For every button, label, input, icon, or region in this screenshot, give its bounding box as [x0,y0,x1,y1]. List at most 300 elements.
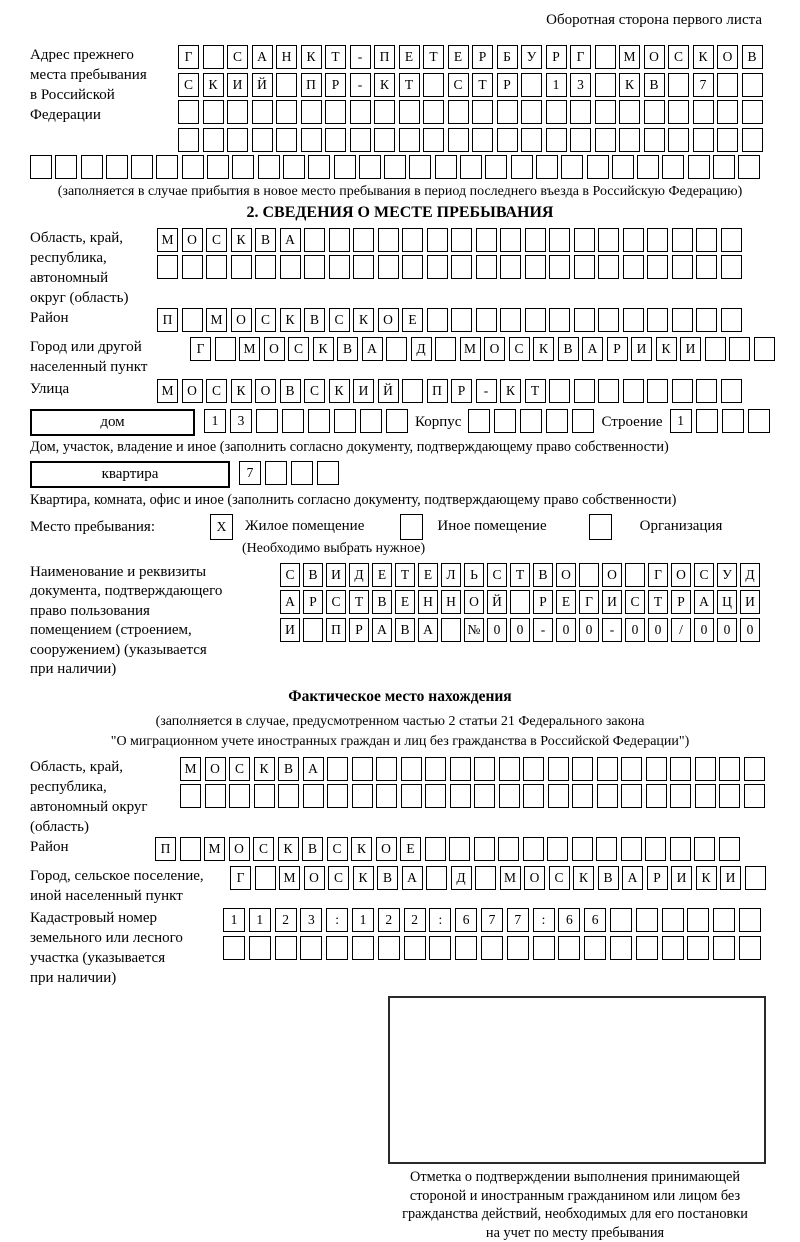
char-box: 1 [352,908,374,932]
char-box [595,100,616,124]
char-box [227,100,248,124]
stay-option-label-residential: Жилое помещение [245,518,365,534]
char-box: Т [472,73,493,97]
char-box: Р [325,73,346,97]
char-box [423,73,444,97]
char-box [549,255,570,279]
apartment-block [30,461,770,489]
char-box: Е [372,563,392,587]
char-box [499,757,520,781]
char-box [713,908,735,932]
char-box: К [353,866,374,890]
char-box: 0 [487,618,507,642]
char-box [472,128,493,152]
char-box [476,255,497,279]
char-box: Р [497,73,518,97]
char-box: 0 [740,618,760,642]
section2-title: 2. СВЕДЕНИЯ О МЕСТЕ ПРЕБЫВАНИЯ [246,203,554,221]
char-box [744,757,765,781]
char-box [427,228,448,252]
char-box [739,908,761,932]
char-box [55,155,77,179]
char-box [721,255,742,279]
char-box: И [720,866,741,890]
char-box [423,128,444,152]
char-box [229,784,250,808]
char-box [693,128,714,152]
char-box-row [223,936,761,960]
char-box [623,228,644,252]
document-block [30,563,770,680]
char-box-row [157,379,742,403]
char-box: О [644,45,665,69]
char-box [694,837,715,861]
char-box-row [157,308,742,332]
char-box: С [668,45,689,69]
char-box [131,155,153,179]
actual-location-title: Фактическое место нахождения [288,687,512,705]
char-box [301,128,322,152]
char-box: Е [448,45,469,69]
char-box: А [362,337,383,361]
char-box [579,563,599,587]
char-box [207,155,229,179]
char-box [283,155,305,179]
char-box: 2 [378,908,400,932]
char-box: С [229,757,250,781]
char-box [521,73,542,97]
char-box [481,936,503,960]
char-box [696,255,717,279]
char-box [693,100,714,124]
char-box: К [573,866,594,890]
char-box: Р [451,379,472,403]
char-box: В [337,337,358,361]
cadastral-block [30,908,770,988]
char-box: К [231,228,252,252]
char-box: И [740,590,760,614]
char-box [498,837,519,861]
char-box: С [227,45,248,69]
char-box [597,757,618,781]
stroenie-label: Строение [601,413,663,430]
char-box: К [231,379,252,403]
char-box: Н [276,45,297,69]
char-box: Т [395,563,415,587]
char-box [713,936,735,960]
char-box: М [500,866,521,890]
char-box [647,228,668,252]
char-box: П [301,73,322,97]
char-box [252,128,273,152]
char-box: О [376,837,397,861]
char-box [687,936,709,960]
char-box-row [178,73,763,97]
char-box: Е [400,837,421,861]
char-box [595,45,616,69]
char-box [623,308,644,332]
char-box [695,784,716,808]
char-box: 1 [204,409,226,433]
char-box: С [327,837,348,861]
char-box [334,409,356,433]
char-box: С [206,379,227,403]
char-box-row [157,255,742,279]
char-box: О [304,866,325,890]
char-box [672,308,693,332]
char-box: Й [487,590,507,614]
char-box [378,228,399,252]
char-box [376,757,397,781]
char-box: И [671,866,692,890]
char-box [619,100,640,124]
char-box: А [280,228,301,252]
char-box [507,936,529,960]
char-box: О [671,563,691,587]
char-box [668,128,689,152]
char-box: С [509,337,530,361]
char-box: М [204,837,225,861]
char-box-row [230,866,766,890]
char-box: Г [648,563,668,587]
char-box: В [742,45,763,69]
char-box [497,100,518,124]
actual-district-label: Район [30,838,69,855]
char-box [646,784,667,808]
char-box: М [180,757,201,781]
char-box [282,409,304,433]
char-box [621,757,642,781]
char-box: Г [190,337,211,361]
char-box [662,936,684,960]
char-box [670,784,691,808]
char-box [203,128,224,152]
char-box [450,784,471,808]
char-box [636,936,658,960]
char-box: И [326,563,346,587]
char-box [425,837,446,861]
char-box: В [302,837,323,861]
char-box [81,155,103,179]
char-box: 7 [239,461,261,485]
char-box: К [313,337,334,361]
char-box: В [644,73,665,97]
char-box: М [460,337,481,361]
char-box: Т [510,563,530,587]
char-box [574,228,595,252]
char-box [548,757,569,781]
char-box-row [204,409,408,433]
char-box: К [329,379,350,403]
char-box [521,128,542,152]
char-box [572,409,594,433]
char-box [485,155,507,179]
char-box: У [521,45,542,69]
char-box [598,379,619,403]
char-box-row [223,908,761,932]
char-box: А [582,337,603,361]
char-box [738,155,760,179]
char-box [255,866,276,890]
char-box [360,409,382,433]
char-box-row-full [30,155,770,179]
char-box [598,228,619,252]
char-box [621,837,642,861]
char-box [476,308,497,332]
char-box [223,936,245,960]
char-box: К [619,73,640,97]
char-box [425,757,446,781]
char-box [249,936,271,960]
char-box: 7 [507,908,529,932]
char-box: Г [230,866,251,890]
house-block [30,409,770,437]
char-box [525,255,546,279]
char-box [156,155,178,179]
char-box: С [304,379,325,403]
char-box [203,45,224,69]
char-box: В [303,563,323,587]
char-box: 3 [300,908,322,932]
char-box: Р [472,45,493,69]
char-box [595,73,616,97]
char-box-row [180,784,765,808]
char-box [308,155,330,179]
char-box: 7 [693,73,714,97]
char-box [523,757,544,781]
char-box [721,228,742,252]
char-box [378,936,400,960]
char-box: Р [533,590,553,614]
char-box [595,128,616,152]
char-box [589,514,612,540]
char-box [429,936,451,960]
street-label: Улица [30,381,70,397]
char-box: В [255,228,276,252]
char-box [754,337,775,361]
char-box: 0 [694,618,714,642]
char-box [672,379,693,403]
char-box [523,837,544,861]
char-box [399,100,420,124]
char-box [719,837,740,861]
char-box: Р [671,590,691,614]
char-box [644,128,665,152]
char-box [182,155,204,179]
char-box [448,128,469,152]
char-box: А [402,866,423,890]
char-box [623,379,644,403]
char-box [402,255,423,279]
char-box [572,757,593,781]
char-box: Д [349,563,369,587]
char-box [668,73,689,97]
char-box [521,100,542,124]
char-box: - [533,618,553,642]
char-box: 6 [455,908,477,932]
char-box [427,255,448,279]
char-box: О [484,337,505,361]
char-box [742,73,763,97]
stamp-caption: Отметка о подтверждении выполнения принимающей стороной и иностранным гражданином или лицом без гражданства действий, необходимых для его постановки на учет по месту пребывания [402,1169,748,1241]
char-box [427,308,448,332]
char-box: В [304,308,325,332]
char-box: Г [579,590,599,614]
char-box: К [693,45,714,69]
char-box: С [253,837,274,861]
char-box [374,128,395,152]
char-box [401,784,422,808]
char-box [500,308,521,332]
actual-city-block [30,866,770,906]
region-rows [157,228,742,283]
char-box [157,255,178,279]
char-box [325,100,346,124]
char-box: Й [378,379,399,403]
char-box: 0 [717,618,737,642]
char-box: И [602,590,622,614]
char-box: М [239,337,260,361]
char-box [623,255,644,279]
char-box: В [598,866,619,890]
char-box: С [328,866,349,890]
char-box [182,308,203,332]
char-box [549,228,570,252]
char-box [178,128,199,152]
char-box [329,255,350,279]
char-box [647,379,668,403]
char-box: Й [252,73,273,97]
char-box: О [182,379,203,403]
char-box [359,155,381,179]
char-box: С [326,590,346,614]
char-box [182,255,203,279]
char-box-row [280,563,760,587]
char-box [280,255,301,279]
char-box: К [278,837,299,861]
char-box: Р [647,866,668,890]
char-box [687,908,709,932]
char-box [610,936,632,960]
actual-region-block [30,757,770,837]
apartment-rect-label: квартира [30,461,230,488]
stay-option-checkbox-residential [210,514,233,540]
char-box [610,908,632,932]
char-box [441,618,461,642]
char-box: И [353,379,374,403]
char-box: 7 [481,908,503,932]
char-box [399,128,420,152]
char-box: Д [740,563,760,587]
actual-region-label: Область, край, республика, автономный округ (область) [30,758,148,835]
char-box-row [670,409,770,433]
char-box [301,100,322,124]
char-box [547,837,568,861]
char-box [713,155,735,179]
char-box [376,784,397,808]
char-box [719,784,740,808]
char-box: К [353,308,374,332]
char-box [178,100,199,124]
char-box [205,784,226,808]
char-box: 2 [275,908,297,932]
char-box: К [254,757,275,781]
char-box [587,155,609,179]
char-box: И [631,337,652,361]
char-box [744,784,765,808]
char-box: С [549,866,570,890]
char-box: И [227,73,248,97]
char-box-row [468,409,594,433]
char-box: С [288,337,309,361]
char-box: 0 [579,618,599,642]
char-box [546,100,567,124]
char-box: К [656,337,677,361]
char-box: С [280,563,300,587]
char-box: К [374,73,395,97]
char-box [472,100,493,124]
char-box: Е [418,563,438,587]
char-box [468,409,490,433]
char-box: Е [399,45,420,69]
char-box [647,255,668,279]
char-box [203,100,224,124]
actual-region-rows [180,757,765,812]
char-box [180,837,201,861]
char-box [717,128,738,152]
actual-city-label: Город, сельское поселение, иной населенный пункт [30,868,204,904]
char-box-row [280,618,760,642]
prev-address-block [30,45,770,155]
char-box-row [280,590,760,614]
char-box [739,936,761,960]
char-box [291,461,313,485]
char-box [386,409,408,433]
char-box [409,155,431,179]
char-box [572,784,593,808]
char-box: Т [399,73,420,97]
char-box: М [157,228,178,252]
region-label: Область, край, республика, автономный округ (область) [30,229,129,306]
char-box [570,128,591,152]
char-box: С [206,228,227,252]
district-label: Район [30,309,69,326]
char-box [451,255,472,279]
char-box [500,228,521,252]
char-box [180,784,201,808]
char-box: П [157,308,178,332]
char-box-row [239,461,339,485]
char-box [435,337,456,361]
char-box: Г [570,45,591,69]
stay-type-hint: (Необходимо выбрать нужное) [242,540,426,556]
char-box-row [180,757,765,781]
char-box-row [190,337,775,361]
char-box [748,409,770,433]
char-box [721,308,742,332]
char-box [596,837,617,861]
char-box: Б [497,45,518,69]
char-box [276,100,297,124]
char-box [304,228,325,252]
char-box [327,757,348,781]
char-box: 1 [546,73,567,97]
char-box [352,936,374,960]
stay-option-label-organization: Организация [639,518,723,534]
char-box: Г [178,45,199,69]
char-box [558,936,580,960]
char-box [460,155,482,179]
